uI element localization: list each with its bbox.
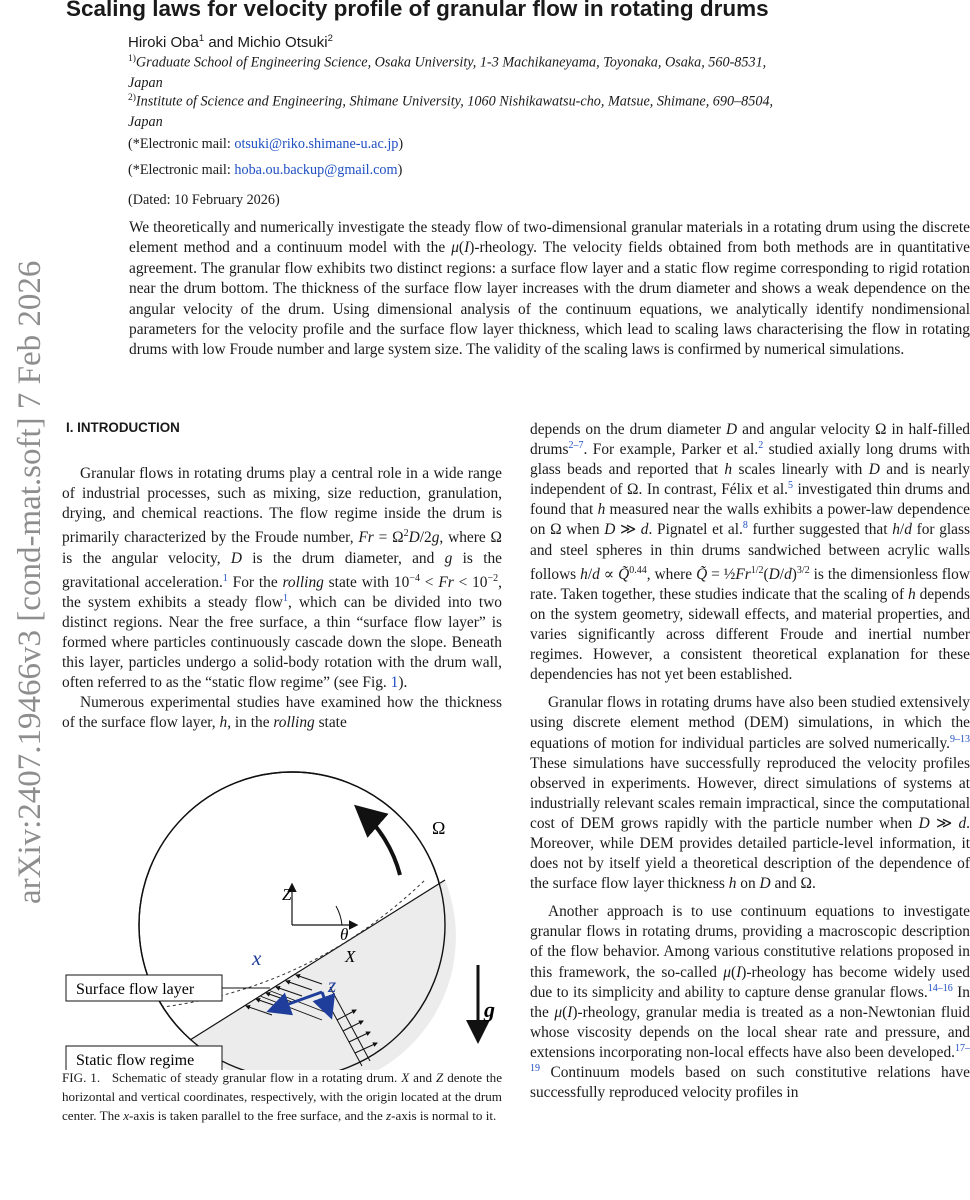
theta-label: θ [340, 925, 349, 944]
gravity-label: g [484, 997, 495, 1022]
axis-Z-label: Z [282, 885, 292, 904]
email-2-link[interactable]: hoba.ou.backup@gmail.com [234, 162, 398, 178]
affiliation-2-text: Institute of Science and Engineering, Shimane University, 1060 Nishikawatsu-cho, Matsue, Shimane, 690–8504, [135, 93, 774, 110]
author-1-sup: 1 [198, 33, 205, 44]
affiliation-1-sup: 1) [128, 54, 136, 64]
dated-line: (Dated: 10 February 2026) [128, 192, 280, 208]
email-1 [128, 134, 403, 154]
right-column-text: depends on the drum diameter D and angular velocity Ω in half-filled drums$^{2-7}$. For example, Parker et al.$^2$ studied axially long drums with glass beads and reported that h scales linearly with D and is nearly independent of Ω. In contrast, Félix et al.$^5$ investigated thin drums and found that h measured near the walls exhibits a power-law dependence on Ω when D ≫ d. Pignatel et al.$^8$ further suggested that h/d for glass and steel spheres in thin drums sandwiched between acrylic walls follows h/d ∝ Q̃$^{0.44}$, where Q̃ = $\frac{1}{2}Fr^{1/2}(D/d)^{3/2}$ is the dimensionless flow rate. Taken together, these studies indicate that the scaling of h depends on the system geometry, sidewall effects, and material properties, and varies significantly across different Froude and inertial number regimes. However, a consistent theoretical explanation for these dependencies has not yet been established. Granular flows in rotating drums have also been studied extensively using discrete element method (DEM) simulations, in which the equations of motion for individual particles are solved numerically.$^{9-13}$ These simulations have successfully reproduced the velocity profiles observed in experiments. However, direct simulations of systems at industrially relevant scales remain impractical, since the computational cost of DEM grows rapidly with the particle number when D ≫ d. Moreover, while DEM provides detailed particle-level information, it does not by itself yield a theoretical description of the dependence of the surface flow layer thickness h on D and Ω. Another approach is to use continuum equations to investigate granular flows in rotating drums, providing a macroscopic description of the flow behavior. Among various constitutive relations proposed in this framework, the so-called μ(I)-rheology has become widely used due to its simplicity and ability to capture dense granular flows.$^{14-16}$ In the μ(I)-rheology, granular media is treated as a non-Newtonian fluid whose viscosity depends on the local shear rate and pressure, and extensions incorporating non-local effects have also been developed.$^{17-19}$ Continuum models based on such constitutive relations have successfully reproduced velocity profiles in [530, 421, 970, 1102]
abstract: We theoretically and numerically investigate the steady flow of two-dimensional granular materials in a rotating drum using the discrete element method and a continuum model with the μ(I)-rheology. The velocity fields obtained from both methods are in quantitative agreement. The granular flow exhibits two distinct regions: a surface flow layer and a static flow regime corresponding to rigid rotation near the drum bottom. The thickness of the surface flow layer increases with the drum diameter and shows a weak dependence on the angular velocity of the drum. Using dimensional analysis of the continuum equations, we analytically identify nondimensional parameters for the velocity profile and the surface flow layer thickness, which lead to scaling laws characterising the flow in rotating drums with low Froude number and large system size. The validity of the scaling laws is confirmed by numerical simulations. [129, 219, 970, 359]
surface-flow-label: Surface flow layer [76, 981, 195, 998]
caption-label: FIG. 1. [62, 1070, 101, 1085]
axis-x-label: x [252, 946, 262, 970]
axis-X-label: X [345, 947, 356, 966]
affiliation-2-sup: 2) [128, 93, 136, 103]
affiliation-2 [128, 88, 888, 132]
author-joiner: and [204, 34, 238, 51]
section-heading: I. INTRODUCTION [66, 420, 180, 435]
email-2-suffix: ) [397, 162, 403, 178]
author-2: Michio Otsuki [237, 34, 328, 51]
affiliation-1-text: Graduate School of Engineering Science, Osaka University, 1-3 Machikaneyama, Toyonaka, Osaka, 560-8531, [135, 54, 767, 71]
email-1-link[interactable]: otsuki@riko.shimane-u.ac.jp [234, 136, 399, 152]
author-1: Hiroki Oba [128, 34, 199, 51]
figure-caption: FIG. 1. Schematic of steady granular flow in a rotating drum. X and Z denote the horizontal and vertical coordinates, respectively, with the origin located at the drum center. The x-axis is taken parallel to the free surface, and the z-axis is normal to it. [62, 1070, 503, 1124]
email-2-prefix: (*Electronic mail: [128, 162, 235, 178]
affiliation-2-country: Japan [128, 113, 163, 130]
affiliation-1-country: Japan [128, 74, 163, 91]
paper-title: Scaling laws for velocity profile of granular flow in rotating drums [66, 0, 769, 21]
email-1-prefix: (*Electronic mail: [128, 136, 235, 152]
static-flow-label: Static flow regime [76, 1052, 195, 1069]
axis-z-label: z [328, 973, 337, 997]
arxiv-stamp: arXiv:2407.19466v3 [cond-mat.soft] 7 Feb 2026 [12, 260, 48, 904]
figure-1 [60, 770, 500, 1070]
omega-label: Ω [432, 818, 446, 838]
email-1-suffix: ) [398, 136, 404, 152]
affiliation-1 [128, 49, 888, 93]
left-column-text: Granular flows in rotating drums play a central role in a wide range of industrial processes, such as mixing, size reduction, granulation, drying, and chemical reactions. The flow regime inside the drum is primarily characterized by the Froude number, $Fr = \Omega^2D/2g$, where Ω is the angular velocity, D is the drum diameter, and g is the gravitational acceleration.$^1$ For the rolling state with $10^{-4} < Fr < 10^{-2}$, the system exhibits a steady flow$^1$, which can be divided into two distinct regions. Near the free surface, a thin “surface flow layer” is formed where particles continuously cascade down the slope. Beneath this layer, particles undergo a solid-body rotation with the drum wall, often referred to as the “static flow regime” (see Fig. 1). Numerous experimental studies have examined how the thickness of the surface flow layer, h, in the rolling state [62, 465, 503, 732]
author-2-sup: 2 [327, 33, 333, 44]
caption-lead: Schematic of steady granular flow in a rotating drum. [111, 1070, 398, 1085]
email-2 [128, 160, 402, 180]
